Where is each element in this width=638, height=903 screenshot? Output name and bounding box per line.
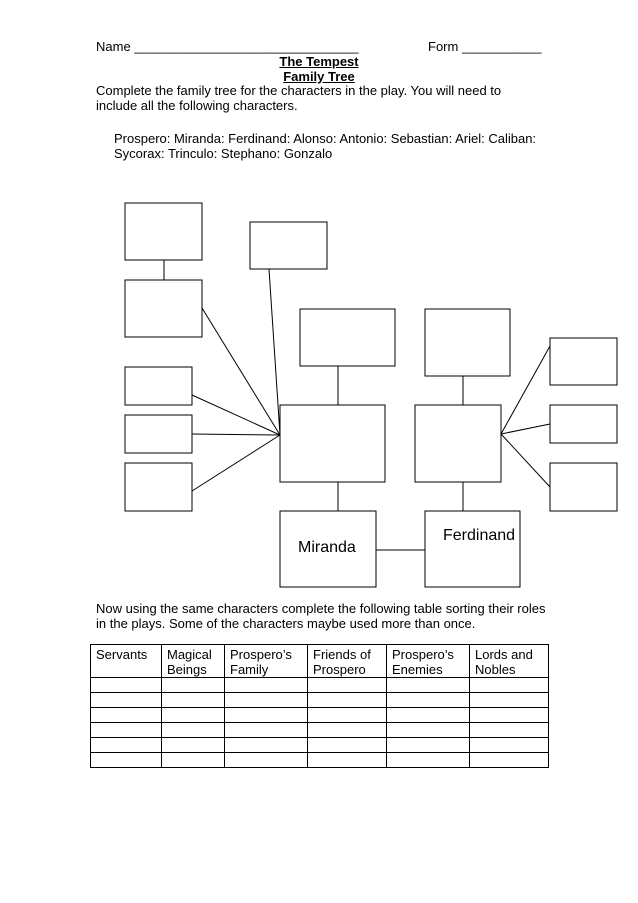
tree-box-right-main[interactable] <box>415 405 501 482</box>
tree-box-right-1[interactable] <box>550 338 617 385</box>
connector <box>269 269 280 435</box>
table-cell[interactable] <box>387 693 470 708</box>
table-header-row <box>91 645 549 678</box>
connector <box>202 308 280 435</box>
table-cell[interactable] <box>91 678 162 693</box>
title-line-2: Family Tree <box>283 69 355 84</box>
name-blank[interactable]: _______________________________ <box>134 39 359 54</box>
table-row <box>91 753 549 768</box>
name-label: Name <box>96 39 131 54</box>
table-cell[interactable] <box>91 693 162 708</box>
table-cell[interactable] <box>470 678 549 693</box>
table-cell[interactable] <box>91 738 162 753</box>
table-row <box>91 723 549 738</box>
roles-table <box>90 644 549 768</box>
table-cell[interactable] <box>225 723 308 738</box>
characters-line-1: Prospero: Miranda: Ferdinand: Alonso: Antonio: Sebastian: Ariel: Caliban: <box>114 131 537 146</box>
tree-box-left-small-1[interactable] <box>125 367 192 405</box>
table-row <box>91 738 549 753</box>
table-cell[interactable] <box>387 738 470 753</box>
characters-line-2: Sycorax: Trinculo: Stephano: Gonzalo <box>114 146 333 161</box>
tree-box-left-small-3[interactable] <box>125 463 192 511</box>
table-cell[interactable] <box>308 753 387 768</box>
tree-box-left-small-2[interactable] <box>125 415 192 453</box>
table-cell[interactable] <box>162 738 225 753</box>
table-cell[interactable] <box>470 693 549 708</box>
table-cell[interactable] <box>470 708 549 723</box>
table-cell[interactable] <box>225 693 308 708</box>
tree-box-center-main[interactable] <box>280 405 385 482</box>
table-cell[interactable] <box>162 693 225 708</box>
tree-box-left-second[interactable] <box>125 280 202 337</box>
table-header-cell: Friends of Prospero <box>308 645 387 678</box>
table-cell[interactable] <box>162 723 225 738</box>
tree-box-left-top[interactable] <box>125 203 202 260</box>
table-cell[interactable] <box>162 678 225 693</box>
table-cell[interactable] <box>387 708 470 723</box>
table-cell[interactable] <box>470 753 549 768</box>
instructions-line-2: include all the following characters. <box>96 98 298 113</box>
table-header-cell: Prospero’s Enemies <box>387 645 470 678</box>
table-cell[interactable] <box>308 723 387 738</box>
table-header-cell: Prospero’s Family <box>225 645 308 678</box>
tree-box-right-parent[interactable] <box>425 309 510 376</box>
table-cell[interactable] <box>308 678 387 693</box>
tree-box-right-3[interactable] <box>550 463 617 511</box>
table-cell[interactable] <box>91 723 162 738</box>
tree-box-prospero-parent[interactable] <box>300 309 395 366</box>
tree-box-top-center[interactable] <box>250 222 327 269</box>
table-cell[interactable] <box>225 678 308 693</box>
table-cell[interactable] <box>225 738 308 753</box>
table-header-cell: Lords and Nobles <box>470 645 549 678</box>
table-cell[interactable] <box>308 738 387 753</box>
instructions-line-1: Complete the family tree for the characters in the play. You will need to <box>96 83 502 98</box>
table-cell[interactable] <box>162 753 225 768</box>
table-cell[interactable] <box>225 708 308 723</box>
connector <box>501 434 550 487</box>
table-cell[interactable] <box>387 678 470 693</box>
tree-box-right-2[interactable] <box>550 405 617 443</box>
table-cell[interactable] <box>91 753 162 768</box>
table-row <box>91 678 549 693</box>
title-line-1: The Tempest <box>279 54 359 69</box>
connector <box>501 424 550 434</box>
table-cell[interactable] <box>470 738 549 753</box>
table-cell[interactable] <box>308 708 387 723</box>
connector <box>192 434 280 435</box>
table-row <box>91 708 549 723</box>
table-cell[interactable] <box>225 753 308 768</box>
miranda-label: Miranda <box>298 539 356 556</box>
ferdinand-label: Ferdinand <box>443 527 516 544</box>
table-header-cell: Servants <box>91 645 162 678</box>
table-cell[interactable] <box>387 753 470 768</box>
connector <box>192 395 280 435</box>
table-cell[interactable] <box>162 708 225 723</box>
table-cell[interactable] <box>308 693 387 708</box>
table-row <box>91 693 549 708</box>
table-intro-line-2: in the plays. Some of the characters maybe used more than once. <box>96 616 476 631</box>
connector <box>192 435 280 491</box>
tree-box-ferdinand[interactable] <box>425 511 520 587</box>
table-cell[interactable] <box>387 723 470 738</box>
form-label: Form <box>428 39 459 54</box>
table-cell[interactable] <box>470 723 549 738</box>
table-header-cell: Magical Beings <box>162 645 225 678</box>
form-blank[interactable]: ___________ <box>461 39 542 54</box>
table-cell[interactable] <box>91 708 162 723</box>
table-intro-line-1: Now using the same characters complete the following table sorting their roles <box>96 601 546 616</box>
